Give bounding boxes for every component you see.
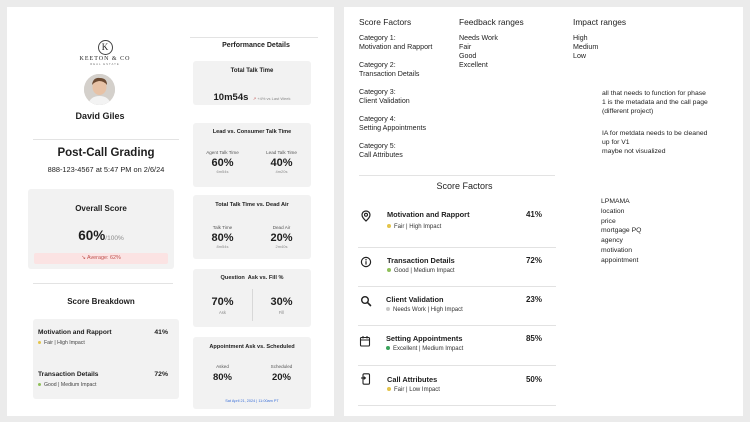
- overall-score-card: [28, 189, 174, 269]
- lead-talk-value: 40%: [270, 157, 293, 169]
- status-dot: [38, 383, 41, 386]
- dead-air-sub: 2m40s: [275, 244, 288, 249]
- logo-tagline: REAL ESTATE: [90, 62, 120, 66]
- score-factor-detail: Excellent | Medium Impact: [386, 346, 463, 352]
- average-badge: [34, 253, 168, 264]
- score-factor-name: Call Attributes: [387, 375, 438, 384]
- lead-vs-consumer-card: [193, 123, 311, 187]
- question-title: Question Ask vs. Fill %: [220, 275, 284, 281]
- fill-label: Fill: [278, 310, 285, 315]
- scheduled-value: 20%: [271, 372, 291, 383]
- score-factor-row[interactable]: [358, 365, 556, 403]
- agent-name: David Giles: [75, 111, 125, 121]
- appointment-title: Appointment Ask vs. Scheduled: [209, 344, 295, 350]
- trend-up-icon: ↗: [252, 96, 258, 101]
- score-factor-detail: Fair | High Impact: [387, 224, 441, 230]
- info-icon: [360, 256, 372, 268]
- logo-name: KEETON & CO: [79, 56, 131, 62]
- score-factor-detail: Needs Work | High Impact: [386, 307, 463, 313]
- dead-air-stat: [252, 225, 311, 249]
- logo-monogram: K: [98, 40, 113, 55]
- company-logo: [75, 40, 135, 66]
- dead-air-label: Dead Air: [272, 225, 291, 230]
- score-factor-pct: 50%: [525, 375, 542, 384]
- score-factor-row[interactable]: [358, 286, 556, 324]
- score-factors-notes-header: Score Factors: [359, 17, 412, 27]
- score-factors-title: Score Factors: [436, 181, 493, 191]
- agent-talk-sub: 6m54s: [216, 169, 229, 174]
- lead-talk-label: Lead Talk Time: [266, 150, 297, 155]
- ask-label: Ask: [219, 310, 226, 315]
- appointment-date: [193, 399, 311, 403]
- lead-talk-sub: 4m20s: [275, 169, 288, 174]
- feedback-ranges-header: Feedback ranges: [459, 17, 524, 27]
- ia-note: IA for metdata needs to be cleaned up for V1 maybe not visualized: [602, 130, 708, 155]
- score-factor-pct: 72%: [525, 256, 542, 265]
- talk-time-value-row: [193, 87, 311, 105]
- status-dot: [38, 341, 41, 344]
- status-dot: [387, 268, 391, 272]
- dead-air-pct: 20%: [270, 232, 293, 244]
- divider: [359, 175, 555, 176]
- divider: [33, 283, 173, 284]
- talk-time-pct: 80%: [211, 232, 234, 244]
- breakdown-item-name: Transaction Details: [38, 371, 99, 378]
- asked-label: Asked: [216, 364, 229, 369]
- score-factor-name: Motivation and Rapport: [387, 210, 470, 219]
- score-factor-pct: 23%: [525, 295, 542, 304]
- impact-item: Medium: [573, 43, 599, 51]
- category-item: Category 1: Motivation and Rapport: [359, 34, 433, 51]
- phone-icon: [360, 373, 372, 385]
- average-text: Average: 62%: [86, 255, 121, 261]
- talk-time-stat: [193, 225, 252, 249]
- appointment-datetime: April 21, 2024 | 11:00am PT: [231, 399, 279, 403]
- right-panel: [344, 7, 743, 416]
- dead-air-title: Total Talk Time vs. Dead Air: [215, 202, 289, 208]
- status-dot: [387, 387, 391, 391]
- breakdown-item[interactable]: [38, 329, 174, 353]
- status-dot: [386, 346, 390, 350]
- search-icon: [360, 295, 372, 307]
- scheduled-stat: [252, 364, 311, 383]
- category-item: Category 4: Setting Appointments: [359, 115, 427, 132]
- agent-talk-label: Agent Talk Time: [206, 150, 239, 155]
- status-dot: [387, 224, 391, 228]
- phase-note: all that needs to function for phase 1 is the metadata and the call page (different project): [602, 90, 708, 115]
- talk-time-title: Total Talk Time: [230, 68, 274, 74]
- divider: [190, 37, 318, 38]
- left-panel: [7, 7, 334, 416]
- breakdown-item-name: Motivation and Rapport: [38, 329, 112, 336]
- breakdown-item-pct: 41%: [154, 329, 168, 336]
- score-factor-name: Transaction Details: [387, 256, 455, 265]
- score-breakdown-title: Score Breakdown: [67, 297, 135, 306]
- agent-talk-value: 60%: [211, 157, 234, 169]
- overall-score-value-row: [28, 227, 174, 245]
- score-factor-name: Client Validation: [386, 295, 444, 304]
- talk-time-card: [193, 61, 311, 105]
- overall-score-max: /100%: [105, 235, 124, 242]
- impact-ranges-list: [573, 34, 598, 61]
- avatar: [84, 74, 115, 105]
- feedback-item: Fair: [459, 43, 472, 51]
- score-factor-name: Setting Appointments: [386, 334, 463, 343]
- ask-value: 70%: [211, 296, 234, 308]
- asked-stat: [193, 364, 252, 383]
- status-dot: [386, 307, 390, 311]
- lead-talk-stat: [252, 150, 311, 174]
- breakdown-item-detail-text: Fair | High Impact: [44, 340, 85, 346]
- impact-item: Low: [573, 52, 587, 60]
- category-item: Category 3: Client Validation: [359, 88, 410, 105]
- scheduled-label: Scheduled: [270, 364, 293, 369]
- calendar-icon: [359, 335, 371, 347]
- score-factor-row[interactable]: [358, 325, 556, 363]
- score-factor-pct: 41%: [525, 210, 542, 219]
- agent-talk-stat: [193, 150, 252, 174]
- category-item: Category 5: Call Attributes: [359, 142, 403, 159]
- feedback-item: Needs Work: [459, 34, 498, 42]
- talk-time-change: ↗ +4% vs Last Week: [252, 96, 291, 101]
- dead-air-card: [193, 195, 311, 259]
- appointment-card: [193, 337, 311, 409]
- breakdown-item-detail: [38, 340, 85, 346]
- ask-stat: [193, 296, 252, 315]
- trend-down-icon: ↘: [81, 255, 87, 261]
- divider: [358, 405, 556, 406]
- performance-title: Performance Details: [222, 42, 290, 49]
- score-factor-row[interactable]: [358, 247, 556, 285]
- fill-value: 30%: [270, 296, 293, 308]
- score-factor-row[interactable]: [358, 207, 556, 245]
- score-breakdown-card: [33, 319, 179, 399]
- score-factor-pct: 85%: [525, 334, 542, 343]
- breakdown-item-pct: 72%: [154, 371, 168, 378]
- breakdown-item-detail-text: Good | Medium Impact: [44, 382, 97, 388]
- impact-ranges-header: Impact ranges: [573, 17, 627, 27]
- lead-vs-consumer-title: Lead vs. Consumer Talk Time: [212, 129, 292, 135]
- impact-item: High: [573, 34, 588, 42]
- asked-value: 80%: [212, 372, 232, 383]
- category-item: Category 2: Transaction Details: [359, 61, 420, 78]
- score-factor-detail: Fair | Low Impact: [387, 387, 440, 393]
- overall-score-value: 60%: [78, 228, 106, 243]
- talk-time-value: 10m54s: [213, 92, 249, 103]
- appointment-day: Sat: [225, 399, 231, 403]
- question-card: [193, 269, 311, 327]
- breakdown-item-detail: [38, 382, 96, 388]
- divider: [33, 139, 179, 140]
- lpmama-note: LPMAMA location price mortgage PQ agency motivation appointment: [601, 198, 642, 264]
- feedback-ranges-list: [459, 34, 498, 70]
- call-meta: 888-123-4567 at 5:47 PM on 2/6/24: [47, 165, 165, 174]
- talk-time-sub: 8m54s: [216, 244, 229, 249]
- feedback-item: Good: [459, 52, 477, 60]
- breakdown-item[interactable]: [38, 371, 174, 395]
- feedback-item: Excellent: [459, 61, 488, 69]
- location-pin-icon: [360, 210, 372, 222]
- score-factor-detail: Good | Medium Impact: [387, 268, 455, 274]
- overall-score-title: Overall Score: [75, 204, 127, 213]
- fill-stat: [252, 296, 311, 315]
- page-title: Post-Call Grading: [57, 147, 155, 159]
- category-list: [359, 34, 432, 169]
- talk-time-label: Talk Time: [212, 225, 233, 230]
